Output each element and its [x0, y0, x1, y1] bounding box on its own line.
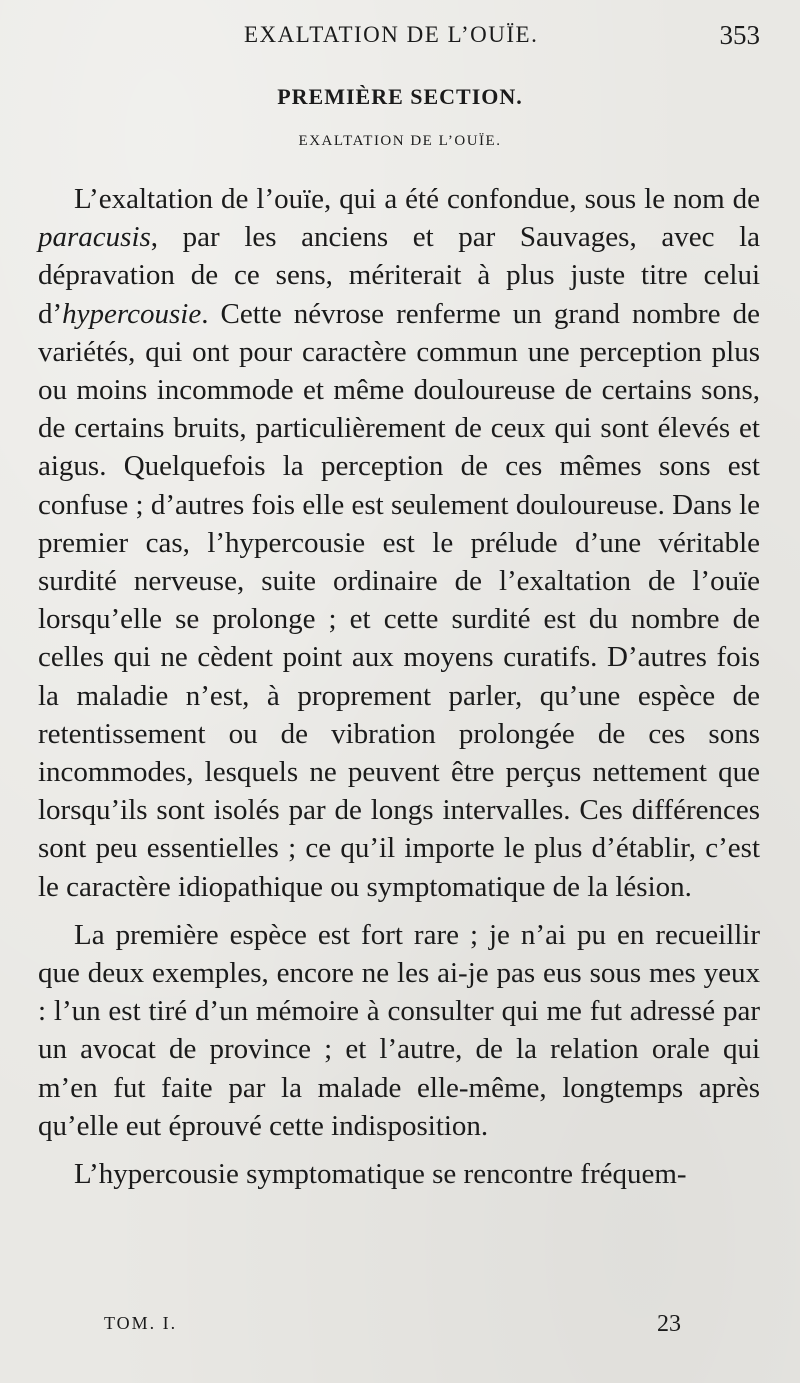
signature-mark: 23 [657, 1311, 681, 1337]
paragraph-1 [38, 180, 760, 906]
running-title: EXALTATION DE L’OUÏE. [244, 22, 539, 47]
page-number: 353 [719, 20, 760, 50]
volume-signature: TOM. I. [104, 1313, 178, 1333]
running-head [0, 18, 800, 58]
section-heading: PREMIÈRE SECTION. [277, 84, 523, 109]
italic-term-hypercousie: hypercousie [62, 297, 202, 330]
paragraph-text: L’hypercousie symptomatique se rencontre fréquem- [74, 1158, 687, 1191]
paragraph-2 [38, 916, 760, 1145]
paragraph-text: La première espèce est fort rare ; je n’ai pu en recueillir que deux exemples, encore ne les ai-je pas eus sous mes yeux : l’un est tiré d’un mémoire à consulter qui me fut adressé par un avocat de province ; et l’autre, de la relation orale qui m’en fut faite par la malade elle-même, longtemps après qu’elle eut éprouvé cette indisposition. [38, 918, 760, 1142]
italic-term-paracusis: paracusis [38, 221, 151, 254]
paragraph-text: , par les anciens et par Sauvages, avec la dépravation de ce sens, mériterait à plus juste titre celui d’ [38, 221, 760, 330]
body-text [38, 180, 760, 1203]
section-subheading: EXALTATION DE L’OUÏE. [298, 133, 502, 149]
page-footer [0, 1313, 800, 1353]
paragraph-text: . Cette névrose renferme un grand nombre de variétés, qui ont pour caractère commun une perception plus ou moins incommode et même douloureuse de certains sons, de certains bruits, particulièrement de ceux qui sont élevés et aigus. Quelquefois la perception de ces mêmes sons est confuse ; d’autres fois elle est seulement douloureuse. Dans le premier cas, l’hypercousie est le prélude d’une véritable surdité nerveuse, suite ordinaire de l’exaltation de l’ouïe lorsqu’elle se prolonge ; et cette surdité est du nombre de celles qui ne cèdent point aux moyens curatifs. D’autres fois la maladie n’est, à proprement parler, qu’une espèce de retentissement ou de vibration prolongée de ces sons incommodes, lesquels ne peuvent être perçus nettement que lorsqu’ils sont isolés par de longs intervalles. Ces différences sont peu essentielles ; ce qu’il importe le plus d’établir, c’est le caractère idiopathique ou symptomatique de la lésion. [38, 297, 760, 903]
paragraph-text: L’exaltation de l’ouïe, qui a été confondue, sous le nom de [74, 183, 760, 215]
paragraph-3 [38, 1155, 760, 1193]
